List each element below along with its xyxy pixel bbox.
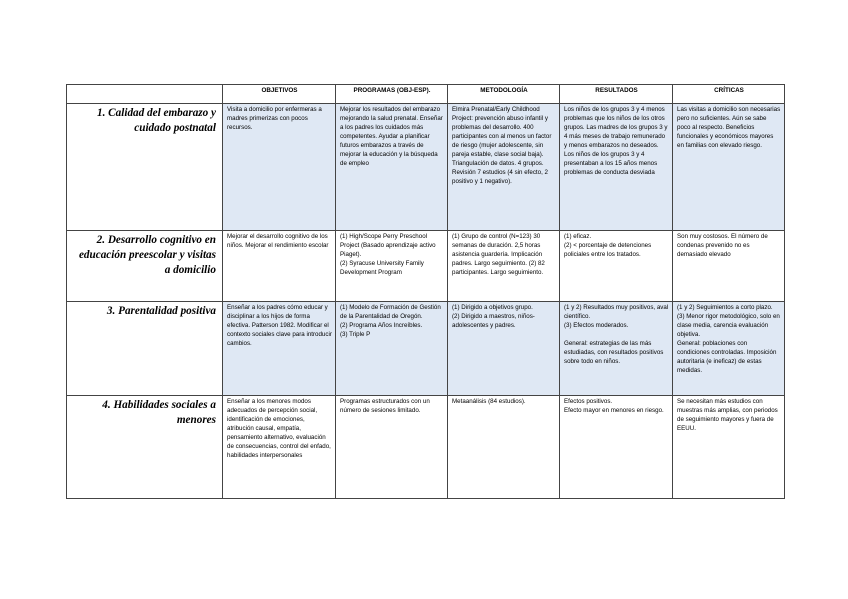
- cell-metodologia: (1) Dirigido a objetivos grupo. (2) Dirigido a maestros, niños-adolescentes y padres.: [448, 302, 560, 396]
- cell-programas: (1) High/Scope Perry Preschool Project (Basado aprendizaje activo Piaget). (2) Syracuse University Family Development Program: [336, 231, 448, 302]
- cell-programas: Mejorar los resultados del embarazo mejorando la salud prenatal. Enseñar a los padres los cuidados más competentes. Ayudar a planificar futuros embarazos a través de mejorar la educación y la búsqueda de empleo: [336, 104, 448, 231]
- cell-metodologia: Elmira Prenatal/Early Childhood Project: prevención abuso infantil y problemas del desarrollo. 400 participantes con al menos un factor de riesgo (mujer adolescente, sin pareja estable, clase social baja). Triangulación de datos. 4 grupos. Revisión 7 estudios (4 sin efecto, 2 positivo y 1 negativo).: [448, 104, 560, 231]
- cell-resultados: Efectos positivos. Efecto mayor en menores en riesgo.: [560, 396, 673, 499]
- header-objetivos: OBJETIVOS: [223, 85, 336, 104]
- cell-criticas: (1 y 2) Seguimientos a corto plazo. (3) Menor rigor metodológico, solo en clase media, carencia evaluación objetiva. General: poblaciones con condiciones controladas. Imposición autoritaria (e ineficaz) de estas medidas.: [673, 302, 785, 396]
- table-row: [67, 302, 785, 396]
- cell-criticas: Las visitas a domicilio son necesarias pero no suficientes. Aún se sabe poco al respecto. Beneficios funcionales y económicos mayores en familias con elevado riesgo.: [673, 104, 785, 231]
- cell-criticas: Se necesitan más estudios con muestras más amplias, con periodos de seguimiento mayores y fuera de EEUU.: [673, 396, 785, 499]
- cell-objetivos: Enseñar a los padres cómo educar y disciplinar a los hijos de forma efectiva. Patterson 1982. Modificar el contexto sociales clave para introducir cambios.: [223, 302, 336, 396]
- table-row: [67, 396, 785, 499]
- cell-resultados: (1) eficaz. (2) < porcentaje de detenciones policiales entre los tratados.: [560, 231, 673, 302]
- header-empty-cell: [67, 85, 223, 104]
- cell-resultados: Los niños de los grupos 3 y 4 menos problemas que los niños de los otros grupos. Las madres de los grupos 3 y 4 más meses de trabajo remunerado y menos embarazos no deseados. Los niños de los grupos 3 y 4 presentaban a los 15 años menos problemas de conducta desviada: [560, 104, 673, 231]
- header-resultados: RESULTADOS: [560, 85, 673, 104]
- cell-criticas: Son muy costosos. El número de condenas prevenido no es demasiado elevado: [673, 231, 785, 302]
- row-title: 1. Calidad del embarazo y cuidado postnatal: [67, 104, 223, 231]
- cell-objetivos: Mejorar el desarrollo cognitivo de los niños. Mejorar el rendimiento escolar: [223, 231, 336, 302]
- cell-programas: Programas estructurados con un número de sesiones limitado.: [336, 396, 448, 499]
- intervention-table: [66, 84, 785, 499]
- cell-metodologia: (1) Grupo de control (N=123) 30 semanas de duración. 2,5 horas asistencia guardería. Implicación padres. Largo seguimiento. (2) 82 participantes. Largo seguimiento.: [448, 231, 560, 302]
- row-title: 3. Parentalidad positiva: [67, 302, 223, 396]
- table-row: [67, 104, 785, 231]
- row-title: 2. Desarrollo cognitivo en educación preescolar y visitas a domicilio: [67, 231, 223, 302]
- cell-programas: (1) Modelo de Formación de Gestión de la Parentalidad de Oregón. (2) Programa Años Increíbles. (3) Triple P: [336, 302, 448, 396]
- header-row: [67, 85, 785, 104]
- row-title: 4. Habilidades sociales a menores: [67, 396, 223, 499]
- header-programas: PROGRAMAS (OBJ-ESP).: [336, 85, 448, 104]
- header-criticas: CRÍTICAS: [673, 85, 785, 104]
- cell-metodologia: Metaanálisis (84 estudios).: [448, 396, 560, 499]
- cell-resultados: (1 y 2) Resultados muy positivos, aval científico. (3) Efectos moderados. General: estrategias de las más estudiadas, con resultados positivos sobre todo en niños.: [560, 302, 673, 396]
- cell-objetivos: Enseñar a los menores modos adecuados de percepción social, identificación de emociones, atribución causal, empatía, pensamiento alternativo, evaluación de consecuencias, control del enfado, habilidades interpersonales: [223, 396, 336, 499]
- table-row: [67, 231, 785, 302]
- cell-objetivos: Visita a domicilio por enfermeras a madres primerizas con pocos recursos.: [223, 104, 336, 231]
- header-metodologia: METODOLOGÍA: [448, 85, 560, 104]
